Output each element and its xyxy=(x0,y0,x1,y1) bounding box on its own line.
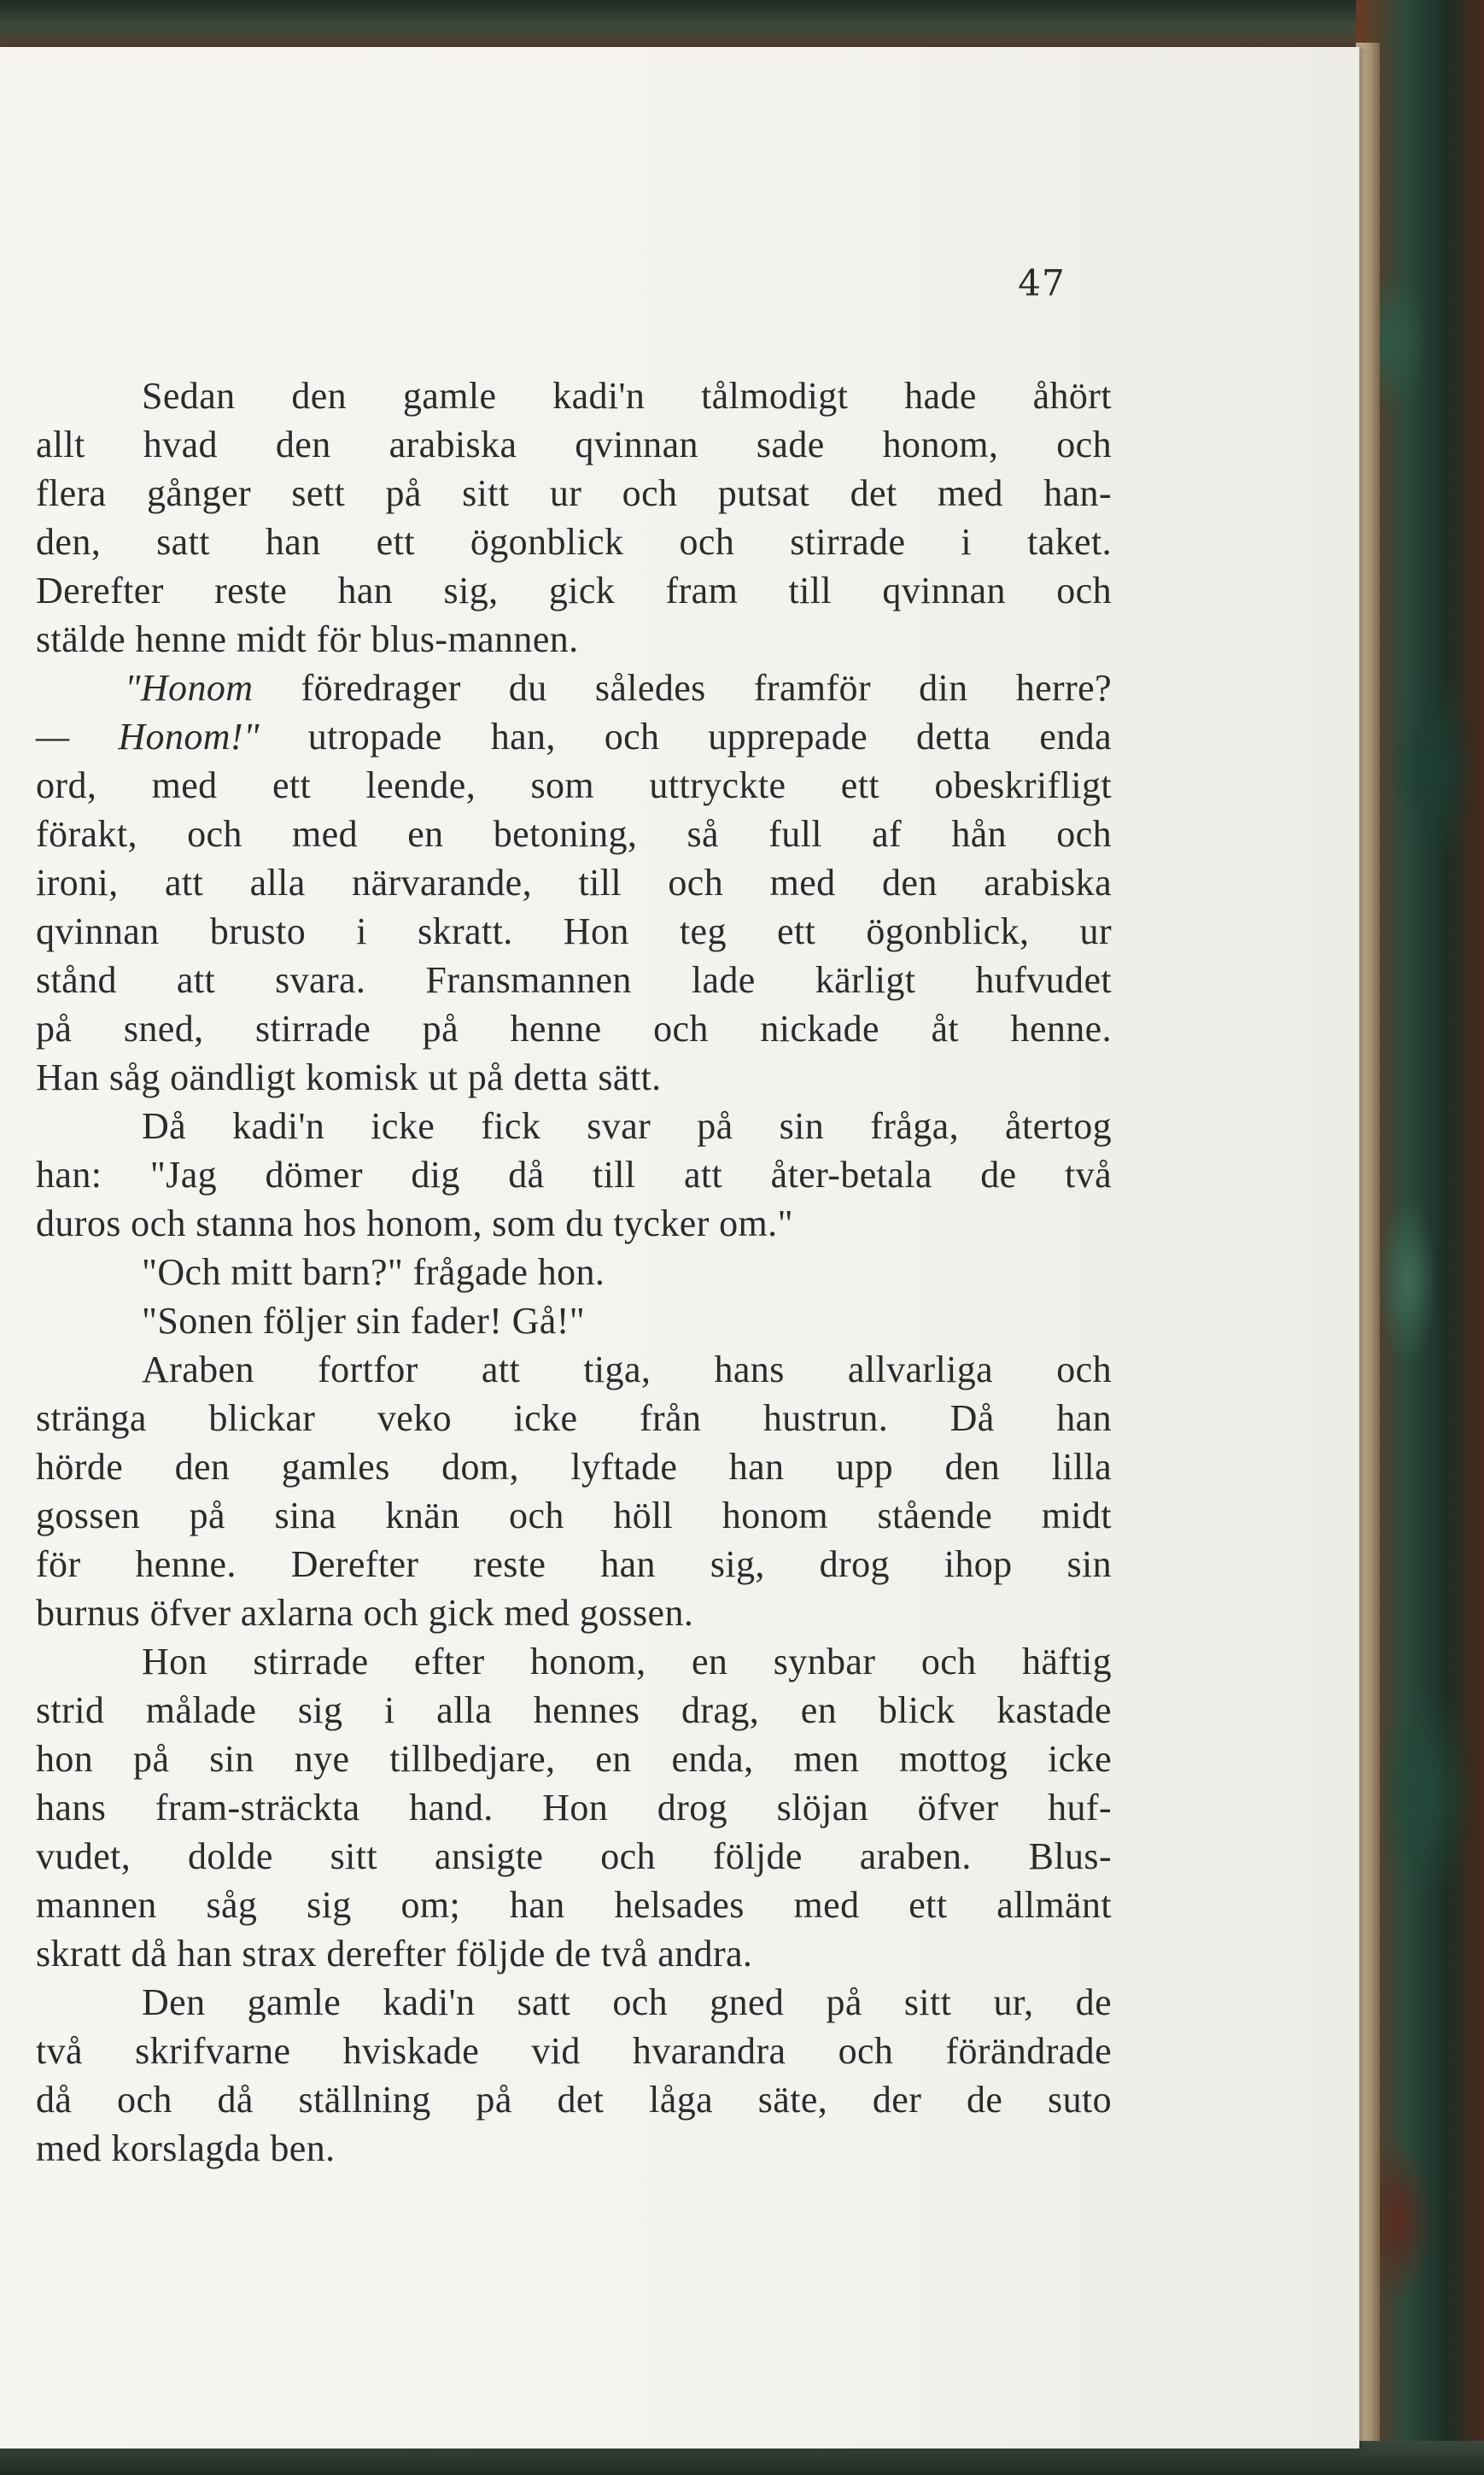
text-line: duros och stanna hos honom, som du tycker om." xyxy=(36,1202,793,1244)
page-body-text xyxy=(36,372,1112,2173)
text-line: "Sonen följer sin fader! Gå!" xyxy=(142,1300,586,1342)
page-stack-edge xyxy=(1356,43,1380,2451)
italic-fragment: — Honom!" xyxy=(36,716,260,758)
text-line: då och då ställning på det låga säte, der de suto xyxy=(36,2079,1112,2121)
italic-fragment: "Honom xyxy=(125,667,254,709)
text-line: Hon stirrade efter honom, en synbar och häftig xyxy=(142,1641,1112,1682)
text-line: "Och mitt barn?" frågade hon. xyxy=(142,1251,605,1293)
text-fragment: utropade han, och upprepade detta enda xyxy=(259,716,1112,758)
text-line: ironi, att alla närvarande, till och med den arabiska xyxy=(36,862,1112,904)
text-line: för henne. Derefter reste han sig, drog ihop sin xyxy=(36,1543,1112,1585)
text-line: Den gamle kadi'n satt och gned på sitt ur, de xyxy=(142,1981,1112,2023)
text-line: hörde den gamles dom, lyftade han upp den lilla xyxy=(36,1446,1112,1488)
text-line: ord, med ett leende, som uttryckte ett obeskrifligt xyxy=(36,764,1112,806)
text-line: Sedan den gamle kadi'n tålmodigt hade åhört xyxy=(142,375,1112,417)
text-line xyxy=(36,712,1112,761)
text-line: förakt, och med en betoning, så full af hån och xyxy=(36,813,1112,855)
text-line: Då kadi'n icke fick svar på sin fråga, återtog xyxy=(142,1105,1112,1147)
text-line: mannen såg sig om; han helsades med ett allmänt xyxy=(36,1884,1112,1926)
text-line: hans fram-sträckta hand. Hon drog slöjan öfver huf- xyxy=(36,1787,1112,1828)
text-line: burnus öfver axlarna och gick med gossen. xyxy=(36,1592,694,1634)
text-line: Araben fortfor att tiga, hans allvarliga och xyxy=(142,1349,1112,1390)
text-line: den, satt han ett ögonblick och stirrade i taket. xyxy=(36,521,1112,563)
marbled-cover xyxy=(1356,0,1484,2475)
text-line: hon på sin nye tillbedjare, en enda, men mottog icke xyxy=(36,1738,1112,1780)
text-line: Han såg oändligt komisk ut på detta sätt. xyxy=(36,1056,662,1098)
page-number: 47 xyxy=(1018,262,1066,304)
text-line: på sned, stirrade på henne och nickade åt henne. xyxy=(36,1008,1112,1050)
text-line: stånd att svara. Fransmannen lade kärligt hufvudet xyxy=(36,959,1112,1001)
book-top-edge xyxy=(0,0,1484,51)
book-page xyxy=(0,47,1359,2449)
text-line: Derefter reste han sig, gick fram till qvinnan och xyxy=(36,570,1112,611)
text-fragment: föredrager du således framför din herre? xyxy=(253,667,1112,709)
text-line: allt hvad den arabiska qvinnan sade honom, och xyxy=(36,424,1112,465)
text-line: skratt då han strax derefter följde de två andra. xyxy=(36,1933,753,1975)
text-line: strid målade sig i alla hennes drag, en blick kastade xyxy=(36,1689,1112,1731)
text-line: gossen på sina knän och höll honom stående midt xyxy=(36,1495,1112,1536)
text-line xyxy=(36,664,1112,712)
text-line: han: "Jag dömer dig då till att åter-betala de två xyxy=(36,1154,1112,1196)
text-line: två skrifvarne hviskade vid hvarandra och förändrade xyxy=(36,2030,1112,2072)
text-line: flera gånger sett på sitt ur och putsat det med han- xyxy=(36,472,1112,514)
text-line: qvinnan brusto i skratt. Hon teg ett ögonblick, ur xyxy=(36,910,1112,952)
text-line: stränga blickar veko icke från hustrun. Då han xyxy=(36,1397,1112,1439)
text-line: med korslagda ben. xyxy=(36,2127,336,2169)
text-line: vudet, dolde sitt ansigte och följde araben. Blus- xyxy=(36,1835,1112,1877)
text-line: stälde henne midt för blus-mannen. xyxy=(36,618,579,660)
